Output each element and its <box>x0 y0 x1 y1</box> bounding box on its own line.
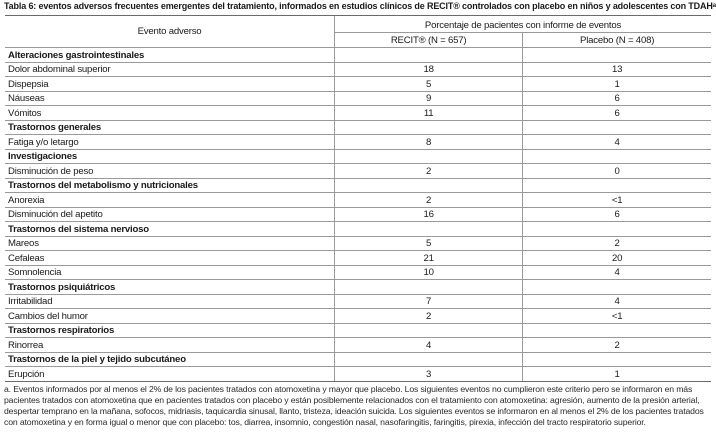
section-spacer-recit <box>335 323 523 338</box>
table-footnote <box>4 384 712 428</box>
placebo-value: 2 <box>523 338 711 353</box>
section-row <box>5 120 711 135</box>
section-spacer-recit <box>335 222 523 237</box>
section-title: Investigaciones <box>5 149 335 164</box>
section-spacer-recit <box>335 149 523 164</box>
placebo-value: 4 <box>523 265 711 280</box>
recit-value: 21 <box>335 251 523 266</box>
recit-value: 2 <box>335 193 523 208</box>
table-row <box>5 193 711 208</box>
table-row <box>5 207 711 222</box>
placebo-value: 0 <box>523 164 711 179</box>
placebo-value: 6 <box>523 91 711 106</box>
table-row <box>5 91 711 106</box>
table-row <box>5 77 711 92</box>
recit-value: 8 <box>335 135 523 150</box>
recit-value: 10 <box>335 265 523 280</box>
table-row <box>5 309 711 324</box>
placebo-value: <1 <box>523 193 711 208</box>
section-title: Trastornos del metabolismo y nutricionales <box>5 178 335 193</box>
section-spacer-placebo <box>523 178 711 193</box>
recit-value: 9 <box>335 91 523 106</box>
table-row <box>5 265 711 280</box>
recit-value: 16 <box>335 207 523 222</box>
section-title: Trastornos respiratorios <box>5 323 335 338</box>
event-name: Cefaleas <box>5 251 335 266</box>
event-name: Disminución de peso <box>5 164 335 179</box>
recit-value: 2 <box>335 309 523 324</box>
table-row <box>5 236 711 251</box>
section-row <box>5 352 711 367</box>
placebo-value: 6 <box>523 207 711 222</box>
table-row <box>5 251 711 266</box>
recit-value: 5 <box>335 236 523 251</box>
placebo-value: 20 <box>523 251 711 266</box>
event-name: Dolor abdominal superior <box>5 62 335 77</box>
section-spacer-placebo <box>523 323 711 338</box>
section-spacer-placebo <box>523 48 711 63</box>
section-title: Trastornos de la piel y tejido subcutáneo <box>5 352 335 367</box>
section-spacer-recit <box>335 120 523 135</box>
section-row <box>5 222 711 237</box>
event-name: Erupción <box>5 367 335 382</box>
placebo-value: <1 <box>523 309 711 324</box>
recit-value: 4 <box>335 338 523 353</box>
section-spacer-placebo <box>523 222 711 237</box>
event-name: Mareos <box>5 236 335 251</box>
table-row <box>5 135 711 150</box>
section-spacer-recit <box>335 178 523 193</box>
table-caption: Tabla 6: eventos adversos frecuentes emergentes del tratamiento, informados en estudios clínicos de RECIT® controlados con placebo en niños y adolescentes con TDAHᵃ <box>4 1 716 11</box>
section-spacer-placebo <box>523 352 711 367</box>
header-event-adverse: Evento adverso <box>5 16 335 48</box>
recit-value: 5 <box>335 77 523 92</box>
footnote-text: a. Eventos informados por al menos el 2% de los pacientes tratados con atomoxetina y mayor que placebo. Los siguientes eventos no cumplieron este criterio pero se informaron en más pacientes tratados con atomoxetina que en pacientes tratados con placebo y están posiblemente relacionados con el tratamiento con atomoxetina: agresión, aumento de la presión arterial, despertar temprano en la mañana, sofocos, midriasis, taquicardia sinusal, llanto, tristeza, ideación suicida. Los siguientes eventos se informaron en al menos el 2% de los pacientes tratados con atomoxetina y en forma igual o menor que con placebo: tos, diarrea, insomnio, congestión nasal, nasofaringitis, faringitis, pirexia, infección del tracto respiratorio superior. <box>4 384 704 427</box>
section-row <box>5 48 711 63</box>
event-name: Rinorrea <box>5 338 335 353</box>
placebo-value: 13 <box>523 62 711 77</box>
recit-value: 11 <box>335 106 523 121</box>
header-placebo: Placebo (N = 408) <box>523 33 711 48</box>
header-row-1 <box>5 16 711 33</box>
section-row <box>5 149 711 164</box>
event-name: Vómitos <box>5 106 335 121</box>
section-row <box>5 280 711 295</box>
placebo-value: 4 <box>523 135 711 150</box>
section-row <box>5 178 711 193</box>
event-name: Anorexia <box>5 193 335 208</box>
event-name: Náuseas <box>5 91 335 106</box>
section-title: Trastornos del sistema nervioso <box>5 222 335 237</box>
table-row <box>5 164 711 179</box>
table-row <box>5 106 711 121</box>
table-row <box>5 338 711 353</box>
section-spacer-placebo <box>523 280 711 295</box>
table-row <box>5 294 711 309</box>
section-spacer-recit <box>335 48 523 63</box>
recit-value: 18 <box>335 62 523 77</box>
section-title: Alteraciones gastrointestinales <box>5 48 335 63</box>
section-spacer-placebo <box>523 120 711 135</box>
recit-value: 2 <box>335 164 523 179</box>
event-name: Dispepsia <box>5 77 335 92</box>
event-name: Disminución del apetito <box>5 207 335 222</box>
placebo-value: 1 <box>523 367 711 382</box>
header-percent-group: Porcentaje de pacientes con informe de eventos <box>335 16 712 33</box>
placebo-value: 2 <box>523 236 711 251</box>
section-spacer-placebo <box>523 149 711 164</box>
section-spacer-recit <box>335 280 523 295</box>
header-recit: RECIT® (N = 657) <box>335 33 523 48</box>
event-name: Irritabilidad <box>5 294 335 309</box>
recit-value: 3 <box>335 367 523 382</box>
placebo-value: 4 <box>523 294 711 309</box>
table-row <box>5 62 711 77</box>
section-spacer-recit <box>335 352 523 367</box>
placebo-value: 6 <box>523 106 711 121</box>
section-row <box>5 323 711 338</box>
event-name: Cambios del humor <box>5 309 335 324</box>
table-row <box>5 367 711 382</box>
recit-value: 7 <box>335 294 523 309</box>
adverse-events-table <box>5 15 711 382</box>
event-name: Fatiga y/o letargo <box>5 135 335 150</box>
event-name: Somnolencia <box>5 265 335 280</box>
section-title: Trastornos generales <box>5 120 335 135</box>
placebo-value: 1 <box>523 77 711 92</box>
section-title: Trastornos psiquiátricos <box>5 280 335 295</box>
